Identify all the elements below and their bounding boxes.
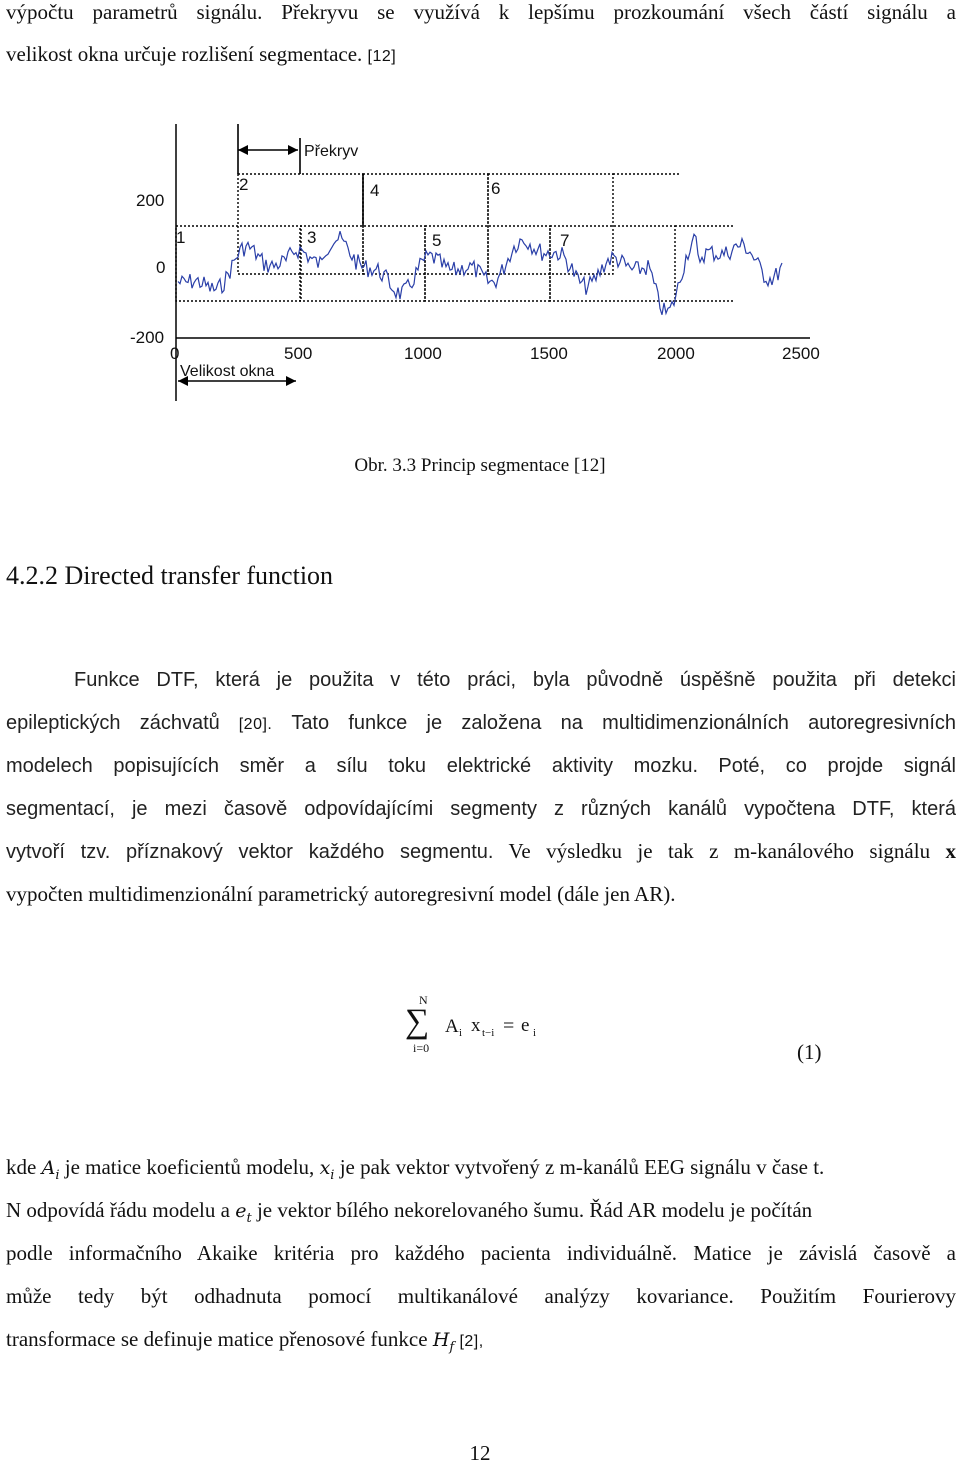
overlap-label: Překryv xyxy=(304,143,359,160)
x-tick-1500: 1500 xyxy=(530,344,568,363)
paragraph-line: kde $A_i$ je matice koeficientů modelu, $x_i$ je pak vektor vytvořený z m-kanálů EEG signálu v čase t. xyxy=(6,1155,825,1183)
segment-number: 1 xyxy=(176,228,186,247)
citation: [2], xyxy=(459,1333,484,1350)
signal-trace xyxy=(178,231,782,315)
segment-number: 6 xyxy=(491,179,501,198)
x-tick-500: 500 xyxy=(284,344,313,363)
citation: [20]. xyxy=(238,716,273,733)
page-number: 12 xyxy=(469,1441,491,1465)
y-tick-200: 200 xyxy=(136,191,165,210)
svg-text:x: x xyxy=(471,1015,481,1036)
y-tick-neg200: -200 xyxy=(130,328,165,347)
math-var: $H_f$ xyxy=(432,1329,455,1355)
paragraph-line: podle informačního Akaike kritéria pro každého pacienta individuálně. Matice je závislá časově a xyxy=(6,1241,956,1265)
paragraph-line: transformace se definuje matice přenosové funkce $H_f$ [2], xyxy=(6,1327,484,1355)
section-heading: 4.2.2 Directed transfer function xyxy=(6,561,334,590)
x-tick-0: 0 xyxy=(170,344,180,363)
figure-caption: Obr. 3.3 Princip segmentace [12] xyxy=(354,455,606,476)
equation-number: (1) xyxy=(797,1040,822,1064)
segment-number: 4 xyxy=(370,181,380,200)
ar-model-equation xyxy=(405,992,585,1062)
svg-text:N: N xyxy=(419,993,428,1007)
paragraph-line: velikost okna určuje rozlišení segmentace. [12] xyxy=(6,42,397,66)
x-tick-2000: 2000 xyxy=(657,344,695,363)
sum-symbol: ∑ xyxy=(405,1003,430,1040)
math-var: $e_t$ xyxy=(235,1200,252,1226)
paragraph-line: vytvoří tzv. příznakový vektor každého segmentu. Ve výsledku je tak z m-kanálového signálu x xyxy=(6,839,957,863)
svg-text:A: A xyxy=(445,1016,459,1037)
paragraph-line: epileptických záchvatů [20]. Tato funkce je založena na multidimenzionálních autoregresivních xyxy=(6,712,956,734)
citation: [12] xyxy=(367,48,397,65)
segmentation-figure xyxy=(120,118,840,408)
math-var: $A_i$ xyxy=(41,1157,60,1183)
paragraph-line: výpočtu parametrů signálu. Překryvu se využívá k lepšímu prozkoumání všech částí signálu a xyxy=(6,0,956,24)
svg-text:e: e xyxy=(521,1015,530,1036)
paragraph-line: modelech popisujících směr a sílu toku elektrické aktivity mozku. Poté, co projde signál xyxy=(6,755,957,777)
paragraph-line: segmentací, je mezi časově odpovídajícími segmenty z různých kanálů vypočtena DTF, která xyxy=(6,798,956,820)
svg-text:i=0: i=0 xyxy=(413,1041,430,1055)
segment-number: 2 xyxy=(239,175,249,194)
math-var: $x_i$ xyxy=(319,1157,335,1183)
svg-text:t−i: t−i xyxy=(482,1027,495,1039)
x-tick-1000: 1000 xyxy=(404,344,442,363)
segment-number: 5 xyxy=(432,231,442,250)
window-size-label: Velikost okna xyxy=(180,363,275,380)
svg-text:=: = xyxy=(503,1015,515,1037)
y-tick-0: 0 xyxy=(156,258,166,277)
paragraph-line: může tedy být odhadnuta pomocí multikanálové analýzy kovariance. Použitím Fourierovy xyxy=(6,1284,956,1308)
paragraph-line: N odpovídá řádu modelu a $e_t$ je vektor bílého nekorelovaného šumu. Řád AR modelu je počítán xyxy=(6,1198,813,1226)
svg-text:i: i xyxy=(459,1027,463,1039)
paragraph-line: Funkce DTF, která je použita v této práci, byla původně úspěšně použita při detekci xyxy=(74,669,956,691)
paragraph-line: vypočten multidimenzionální parametrický autoregresivní model (dále jen AR). xyxy=(6,882,676,906)
segment-number: 7 xyxy=(560,231,570,250)
svg-text:i: i xyxy=(533,1027,537,1039)
x-tick-2500: 2500 xyxy=(782,344,820,363)
segment-number: 3 xyxy=(307,228,317,247)
